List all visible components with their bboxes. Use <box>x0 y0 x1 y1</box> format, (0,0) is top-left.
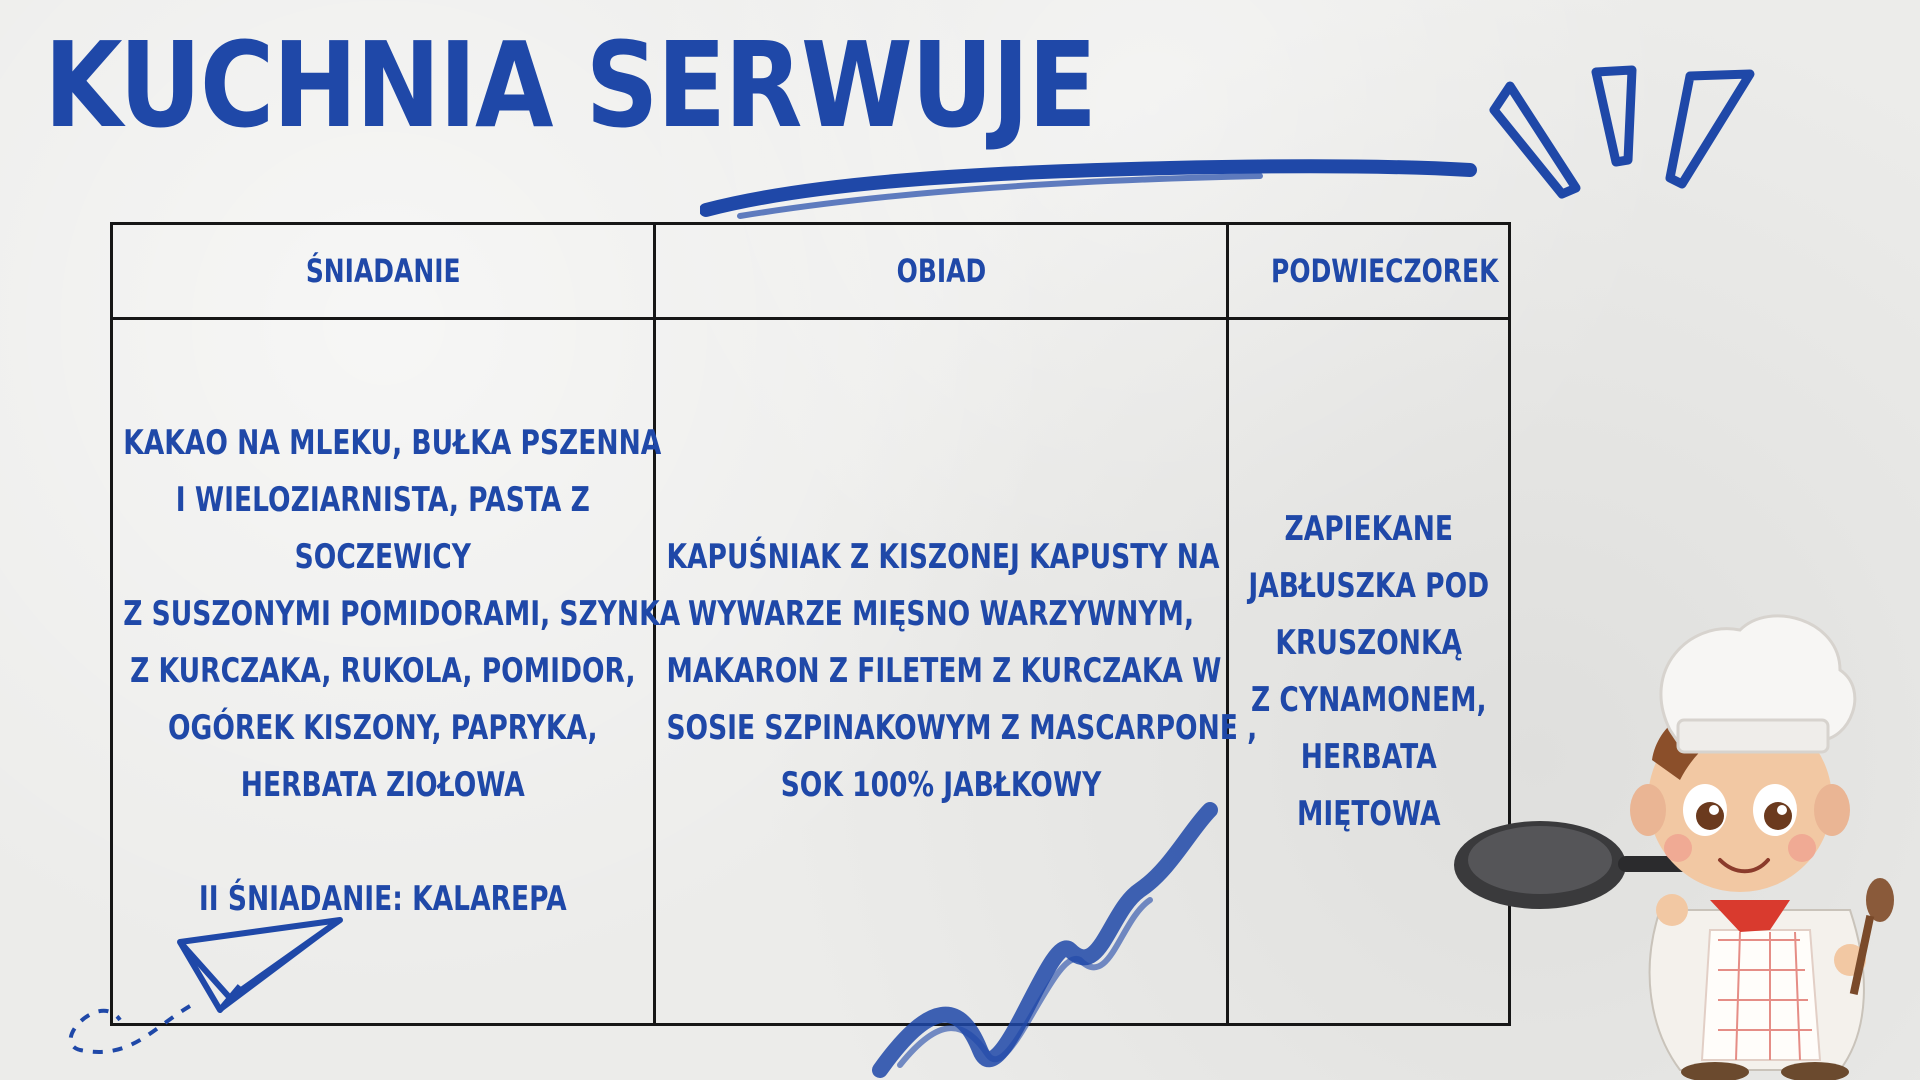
lunch-line: MAKARON Z FILETEM Z KURCZAKA W <box>666 651 1222 691</box>
emphasis-strokes-icon <box>1480 60 1770 210</box>
snack-line: JABŁUSZKA POD <box>1248 565 1489 606</box>
header-row <box>112 224 1510 319</box>
header-snack: PODWIECZOREK <box>1228 224 1510 319</box>
breakfast-line: SOCZEWICY <box>294 537 472 577</box>
breakfast-line: Z KURCZAKA, RUKOLA, POMIDOR, <box>130 651 636 691</box>
breakfast-line: HERBATA ZIOŁOWA <box>240 765 526 805</box>
snack-line: ZAPIEKANE <box>1284 508 1453 549</box>
lunch-line: SOSIE SZPINAKOWYM Z MASCARPONE , <box>666 708 1258 748</box>
breakfast-line: OGÓREK KISZONY, PAPRYKA, <box>168 708 598 748</box>
menu-table <box>110 222 1511 1026</box>
paper-plane-icon <box>40 910 360 1070</box>
breakfast-line: I WIELOZIARNISTA, PASTA Z <box>175 480 591 520</box>
lunch-line: SOK 100% JABŁKOWY <box>780 765 1102 805</box>
chef-boy-illustration <box>1440 610 1900 1080</box>
brush-underline-icon <box>700 150 1480 230</box>
header-breakfast: ŚNIADANIE <box>112 224 655 319</box>
scribble-icon <box>870 800 1230 1080</box>
second-breakfast: II ŚNIADANIE: KALAREPA <box>199 879 567 919</box>
snack-line: MIĘTOWA <box>1296 793 1441 834</box>
breakfast-line: Z SUSZONYMI POMIDORAMI, SZYNKA <box>123 594 681 634</box>
page-title: KUCHNIA SERWUJE <box>44 16 1096 154</box>
breakfast-line: KAKAO NA MLEKU, BUŁKA PSZENNA <box>123 423 662 463</box>
lunch-line: WYWARZE MIĘSNO WARZYWNYM, <box>687 594 1195 634</box>
lunch-line: KAPUŚNIAK Z KISZONEJ KAPUSTY NA <box>666 537 1220 577</box>
header-lunch: OBIAD <box>655 224 1228 319</box>
snack-line: Z CYNAMONEM, <box>1250 679 1487 720</box>
snack-line: KRUSZONKĄ <box>1275 622 1462 663</box>
snack-line: HERBATA <box>1300 736 1437 777</box>
